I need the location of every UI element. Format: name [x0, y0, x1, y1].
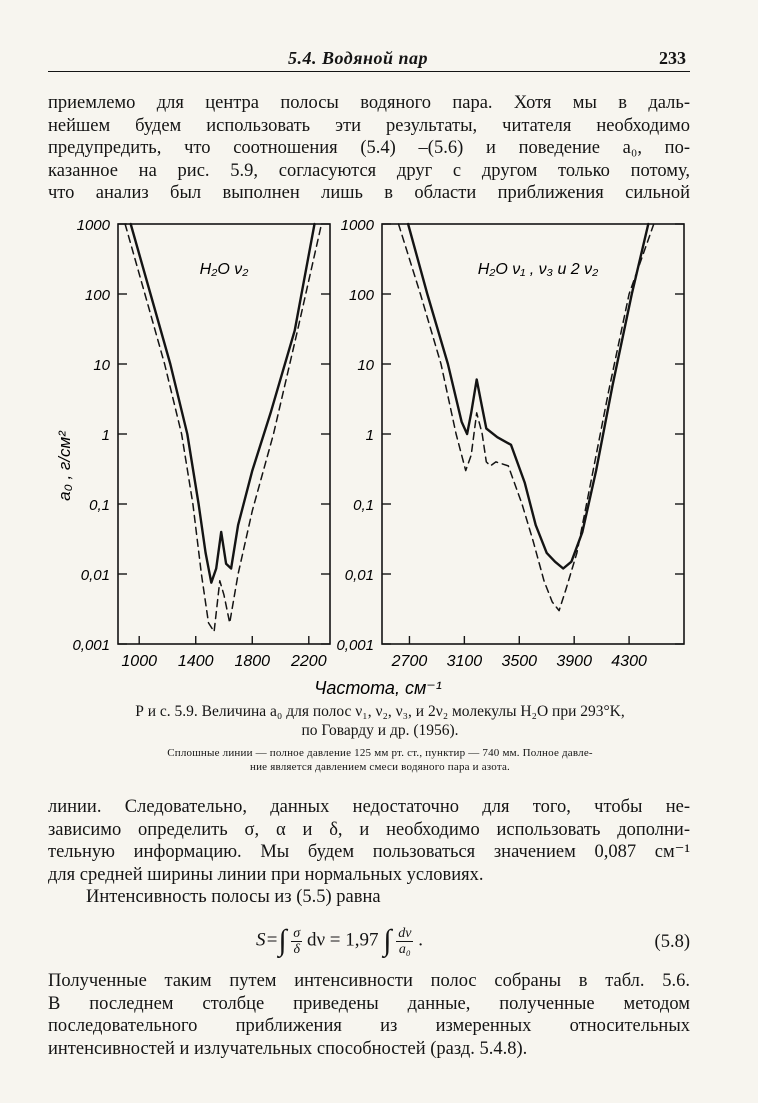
fraction-sigma-delta — [291, 926, 302, 957]
text-line: нейшем будем использовать эти результаты, читателя необходимо — [48, 115, 690, 136]
equation-5-8 — [48, 920, 690, 962]
figure-caption — [50, 702, 710, 774]
y-tick-label: 1000 — [340, 217, 374, 234]
integral-sign: ∫ — [278, 924, 287, 957]
equation-body — [256, 924, 423, 958]
equation-number: (5.8) — [654, 932, 690, 952]
x-tick-label: 3900 — [556, 653, 592, 670]
x-tick-label: 2200 — [291, 653, 327, 670]
figure-svg — [48, 216, 708, 696]
x-tick-label: 1000 — [121, 653, 157, 670]
plot-frame — [118, 224, 330, 644]
y-tick-label: 0,001 — [336, 637, 374, 654]
x-tick-label: 3500 — [501, 653, 538, 670]
y-tick-label: 10 — [93, 357, 110, 374]
eq-lhs: S= — [256, 929, 279, 951]
y-tick-label: 0,1 — [353, 497, 374, 514]
x-tick-label: 1800 — [234, 653, 271, 670]
figure-5-9 — [48, 216, 708, 696]
y-axis-label: a₀ , г/см² — [55, 431, 74, 501]
frac-denominator: δ — [293, 941, 300, 957]
y-tick-label: 0,1 — [89, 497, 110, 514]
chart-title: H₂O ν₁ , ν₃ и 2 ν₂ — [477, 261, 599, 278]
section-title: 5.4. Водяной пар — [288, 48, 428, 68]
frac-numerator: dν — [398, 925, 412, 941]
text-line: тельную информацию. Мы будем пользоваться значением 0,087 см⁻¹ — [48, 842, 690, 862]
integral-sign: ∫ — [383, 924, 392, 957]
text-line: казанное на рис. 5.9, согласуются друг с другом только потому, — [48, 160, 690, 181]
text-line: В последнем столбце приведены данные, полученные методом — [48, 993, 690, 1014]
page-number: 233 — [659, 48, 686, 68]
text-line: приемлемо для центра полосы водяного пара. Хотя мы в даль- — [48, 93, 690, 113]
y-tick-label: 0,01 — [344, 567, 374, 584]
x-tick-label: 2700 — [391, 653, 428, 670]
caption-note — [50, 746, 710, 774]
fraction-dnu-a0 — [396, 926, 413, 957]
text-line: последовательного приближения из измеренных относительных — [48, 1016, 690, 1036]
text-line: для средней ширины линии при нормальных условиях. — [48, 864, 484, 885]
plot-frame — [382, 224, 684, 644]
x-tick-label: 1400 — [177, 653, 214, 670]
x-tick-label: 4300 — [611, 653, 647, 670]
series-line-dashed — [125, 224, 321, 632]
caption-note-line: Сплошные линии — полное давление 125 мм рт. ст., пунктир — 740 мм. Полное давле- — [167, 747, 593, 759]
text-line: что анализ был выполнен лишь в области приближения сильной — [48, 183, 690, 203]
eq-middle: dν = 1,97 — [306, 929, 379, 951]
x-tick-label: 3100 — [446, 653, 483, 670]
y-tick-label: 0,01 — [80, 567, 110, 584]
y-tick-label: 100 — [84, 287, 110, 304]
y-tick-label: 1 — [365, 427, 374, 444]
y-tick-label: 0,001 — [72, 637, 110, 654]
caption-main — [50, 702, 710, 740]
y-tick-label: 1000 — [76, 217, 110, 234]
y-tick-label: 10 — [357, 357, 374, 374]
frac-numerator: σ — [293, 925, 301, 941]
running-header — [48, 44, 690, 72]
eq-tail: . — [418, 929, 423, 951]
text-line: зависимо определить σ, α и δ, и необходимо использовать дополни- — [48, 819, 690, 840]
text-line: Интенсивность полосы из (5.5) равна — [86, 887, 381, 907]
x-axis-label: Частота, см⁻¹ — [314, 678, 442, 696]
text-line: интенсивностей и излучательных способностей (разд. 5.4.8). — [48, 1038, 528, 1059]
y-tick-label: 100 — [348, 287, 374, 304]
text-line: предупредить, что соотношения (5.4) –(5.6) и поведение a₀, по- — [48, 138, 690, 158]
caption-line: Р и с. 5.9. Величина a₀ для полос ν₁, ν₂, ν₃, и 2ν₂ молекулы H₂O при 293°K, — [135, 703, 625, 720]
caption-note-line: ние является давлением смеси водяного пара и азота. — [249, 761, 511, 773]
text-line: линии. Следовательно, данных недостаточно для того, чтобы не- — [48, 797, 690, 817]
header-rule — [48, 71, 690, 72]
series-line-dashed — [399, 224, 654, 611]
text-line: Полученные таким путем интенсивности полос собраны в табл. 5.6. — [48, 971, 690, 991]
paragraph-intro — [48, 92, 690, 205]
chart-title: H₂O ν₂ — [199, 261, 249, 278]
paragraph-results — [48, 970, 690, 1060]
caption-line: по Говарду и др. (1956). — [301, 722, 459, 739]
y-tick-label: 1 — [101, 427, 110, 444]
frac-denominator: a₀ — [398, 941, 411, 957]
paragraph-lines — [48, 796, 690, 909]
